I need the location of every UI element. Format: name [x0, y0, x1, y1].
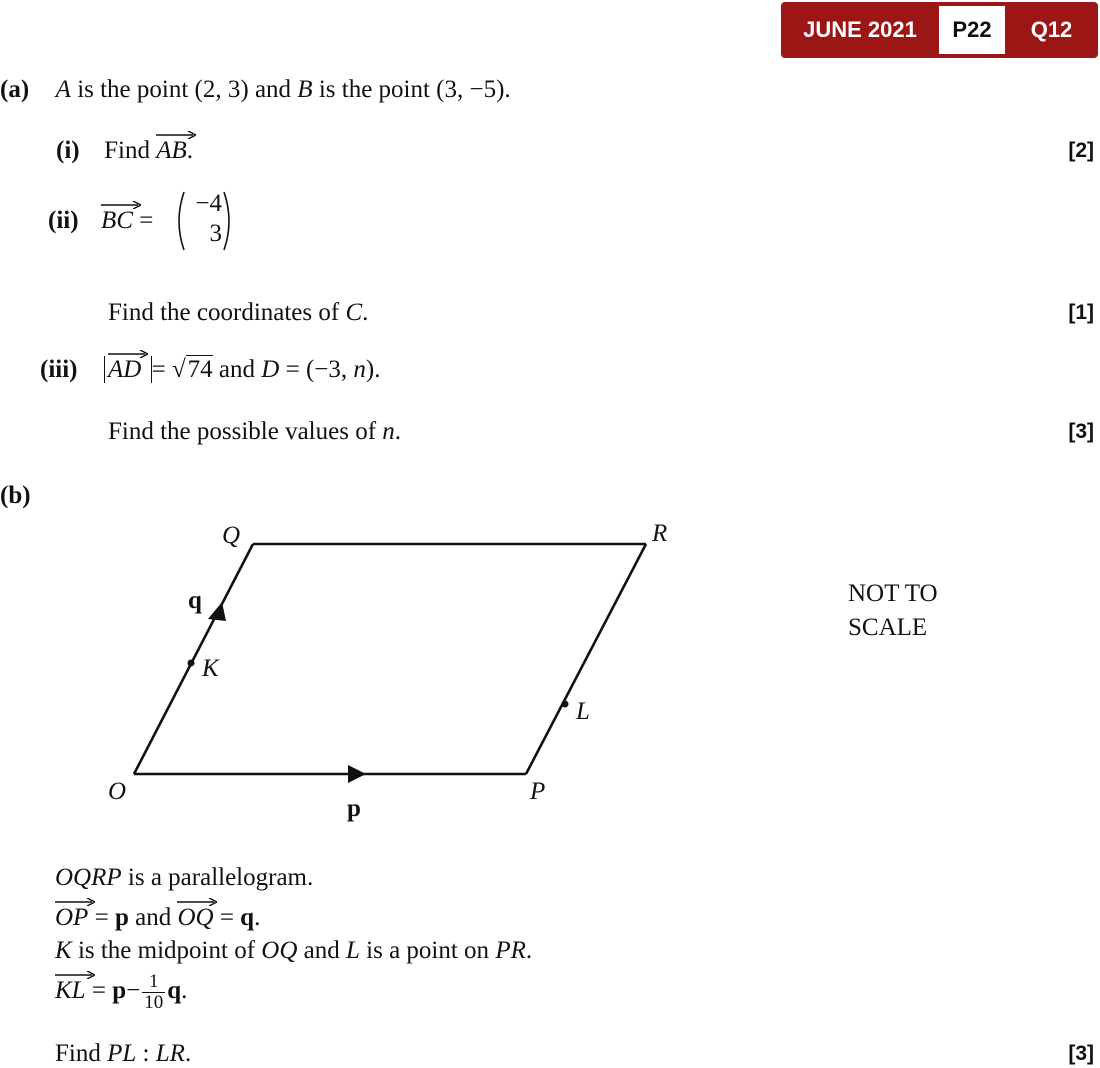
- vector-oq: OQ: [177, 904, 213, 932]
- vector-kl: KL: [55, 977, 86, 1005]
- paper-label: P22: [939, 6, 1005, 54]
- column-vector-bc: [172, 188, 236, 254]
- part-a-ii-label: (ii): [48, 207, 79, 234]
- side-oq: [134, 544, 253, 774]
- part-a-ii: (ii) BC =: [48, 207, 153, 235]
- not-to-scale-line1: NOT TO: [848, 580, 938, 607]
- part-a-iii-label: (iii): [40, 356, 78, 383]
- side-rp: [526, 544, 646, 774]
- part-a-intro: (a) A is the point (2, 3) and B is the point (3, −5).: [0, 76, 511, 103]
- fraction-one-tenth: $\frac{1}{10}$: [144, 971, 164, 1013]
- vector-q-label: q: [188, 587, 202, 614]
- part-b-line1: OQRP is a parallelogram.: [55, 864, 314, 891]
- part-b-line4: KL = p− $\frac{1}{10}$ q.: [55, 971, 188, 1013]
- part-b-label: (b): [0, 482, 31, 509]
- vertex-r-label: R: [652, 520, 668, 547]
- vertex-o-label: O: [108, 778, 127, 805]
- vector-arrow-icon: [101, 201, 141, 209]
- marks-a-iii: [3]: [1068, 420, 1094, 443]
- arrow-p-icon: [348, 765, 366, 783]
- part-a-iii: (iii) AD = √74 and D = (−3, n).: [40, 356, 380, 384]
- vector-ab: AB: [156, 137, 187, 165]
- sqrt-icon: √: [171, 356, 186, 383]
- marks-a-ii: [1]: [1068, 301, 1094, 324]
- vector-arrow-icon: [177, 898, 217, 906]
- vector-op: OP: [55, 904, 88, 932]
- vector-arrow-icon: [55, 971, 95, 979]
- part-a-ii-text: Find the coordinates of C.: [108, 299, 369, 326]
- point-l-dot: [562, 701, 569, 708]
- marks-b: [3]: [1068, 1042, 1094, 1065]
- point-k-label: K: [202, 655, 219, 682]
- vector-bc: BC: [101, 207, 133, 235]
- arrow-q-icon: [208, 602, 226, 621]
- part-a-label: (a): [0, 76, 30, 103]
- part-b-line2: OP = p and OQ = q.: [55, 904, 260, 932]
- part-b-find: Find PL : LR.: [55, 1040, 192, 1067]
- vector-arrow-icon: [108, 350, 148, 358]
- column-top: −4: [195, 190, 222, 217]
- vector-arrow-icon: [156, 131, 196, 139]
- point-k-dot: [188, 660, 195, 667]
- part-a-iii-text: Find the possible values of n.: [108, 418, 402, 445]
- question-reference-badge: [781, 2, 1098, 58]
- vector-ad: AD: [108, 356, 141, 384]
- marks-a-i: [2]: [1068, 139, 1094, 162]
- vertex-q-label: Q: [222, 522, 241, 549]
- part-a-i-label: (i): [56, 137, 80, 164]
- session-label: JUNE 2021: [803, 17, 917, 42]
- part-a-i: (i) Find AB.: [56, 137, 193, 165]
- vertex-p-label: P: [530, 778, 546, 805]
- point-l-label: L: [576, 698, 590, 725]
- vector-arrow-icon: [55, 898, 95, 906]
- vector-p-label: p: [347, 795, 361, 822]
- part-b-line3: K is the midpoint of OQ and L is a point on PR.: [55, 937, 533, 964]
- column-bottom: 3: [209, 220, 222, 247]
- not-to-scale-line2: SCALE: [848, 614, 928, 641]
- question-label: Q12: [1030, 17, 1073, 42]
- magnitude-bars: [104, 356, 152, 383]
